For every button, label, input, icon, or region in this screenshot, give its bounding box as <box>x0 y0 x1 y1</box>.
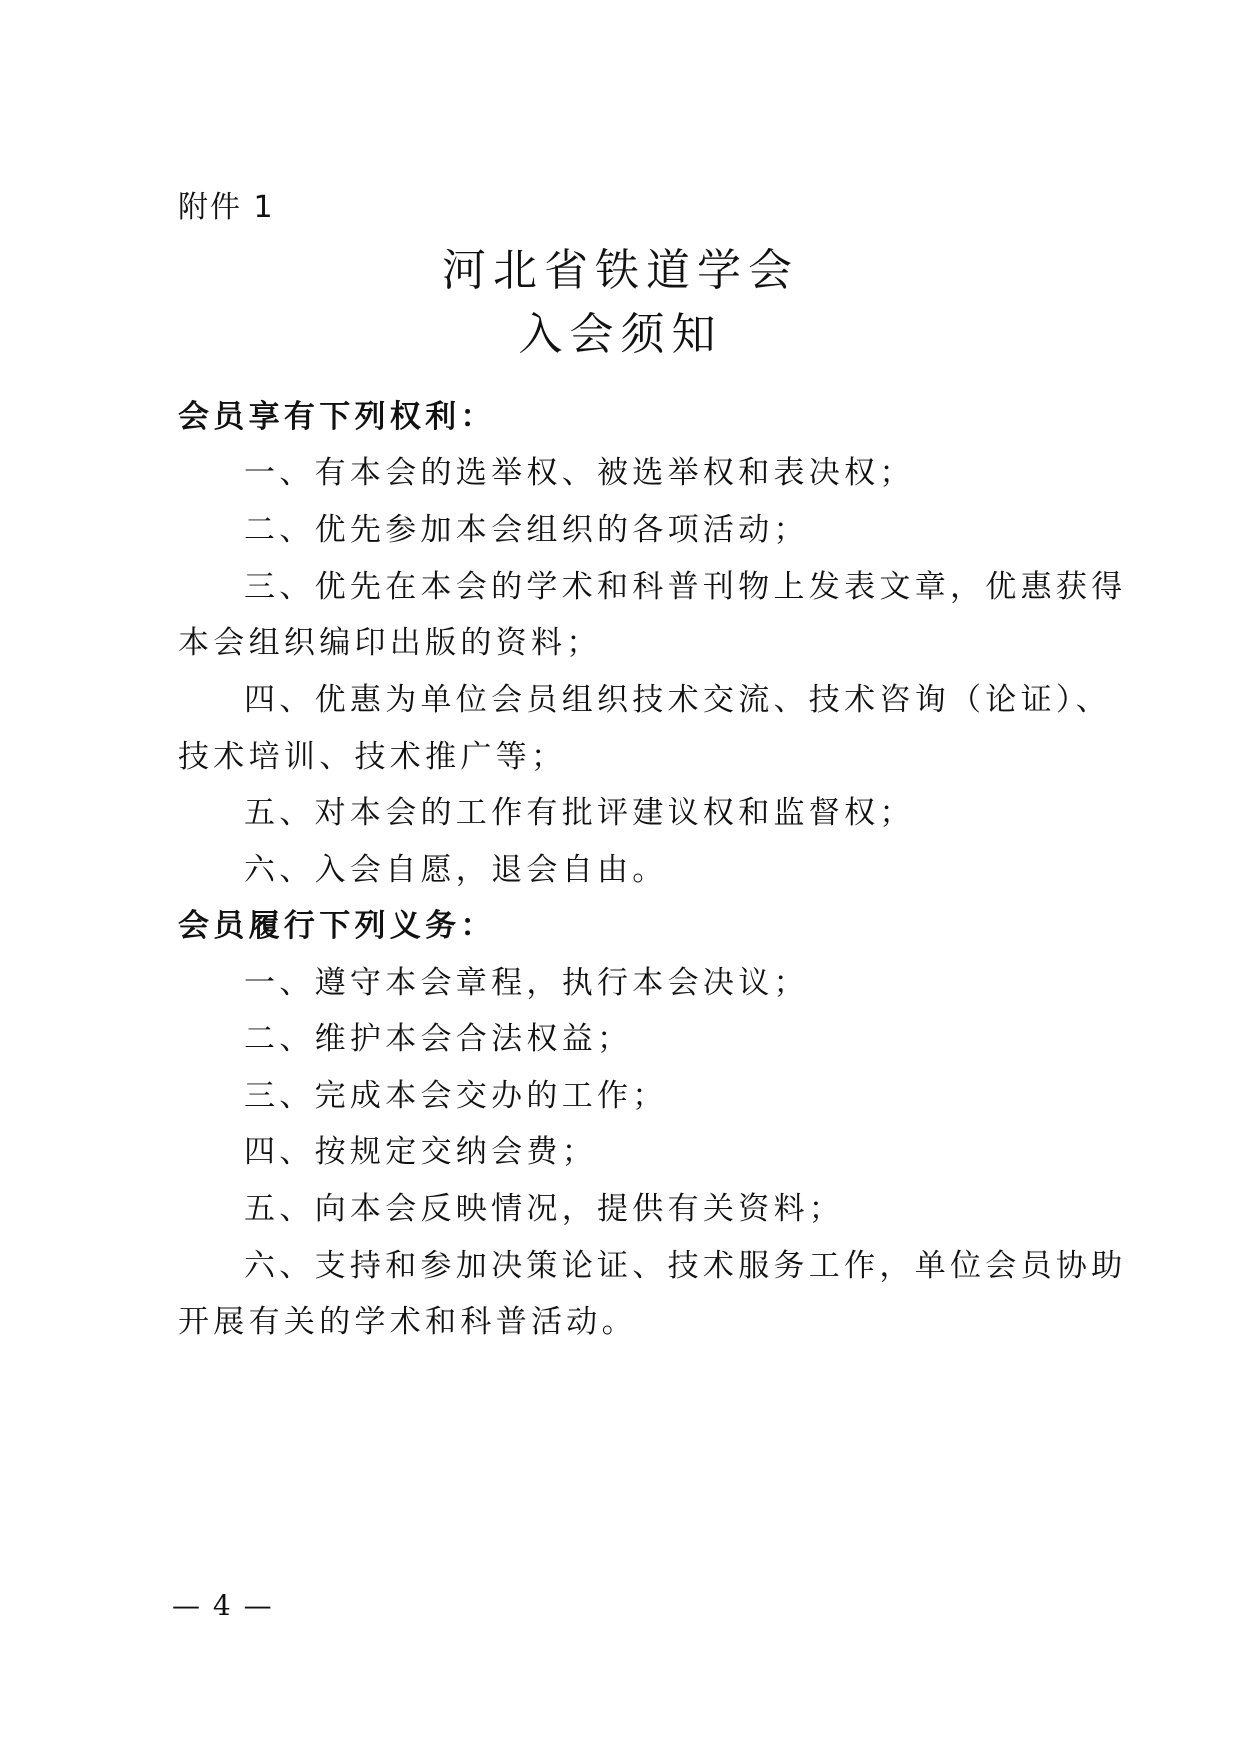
attachment-label: 附件 1 <box>178 190 275 225</box>
duties-heading: 会员履行下列义务： <box>178 908 496 944</box>
duties-item-5: 五、向本会反映情况，提供有关资料； <box>244 1191 845 1227</box>
duties-item-6-continued: 开展有关的学术和科普活动。 <box>178 1304 637 1340</box>
rights-heading: 会员享有下列权利： <box>178 399 496 435</box>
rights-item-3: 三、优先在本会的学术和科普刊物上发表文章，优惠获得 <box>244 569 1127 605</box>
rights-item-1: 一、有本会的选举权、被选举权和表决权； <box>244 455 915 491</box>
document-title-line-1: 河北省铁道学会 <box>442 245 799 296</box>
duties-item-6: 六、支持和参加决策论证、技术服务工作，单位会员协助 <box>244 1248 1127 1284</box>
duties-item-4: 四、按规定交纳会费； <box>244 1134 597 1170</box>
document-title-line-2: 入会须知 <box>518 309 723 360</box>
duties-item-2: 二、维护本会合法权益； <box>244 1021 633 1057</box>
rights-item-5: 五、对本会的工作有批评建议权和监督权； <box>244 795 915 831</box>
duties-item-1: 一、遵守本会章程，执行本会决议； <box>244 965 809 1001</box>
duties-item-3: 三、完成本会交办的工作； <box>244 1078 668 1114</box>
rights-item-2: 二、优先参加本会组织的各项活动； <box>244 512 809 548</box>
page-number: — 4 — <box>172 1589 274 1622</box>
rights-item-4: 四、优惠为单位会员组织技术交流、技术咨询（论证）、 <box>244 682 1111 718</box>
rights-item-6: 六、入会自愿，退会自由。 <box>244 852 668 888</box>
rights-item-4-continued: 技术培训、技术推广等； <box>178 739 567 775</box>
rights-item-3-continued: 本会组织编印出版的资料； <box>178 625 602 661</box>
